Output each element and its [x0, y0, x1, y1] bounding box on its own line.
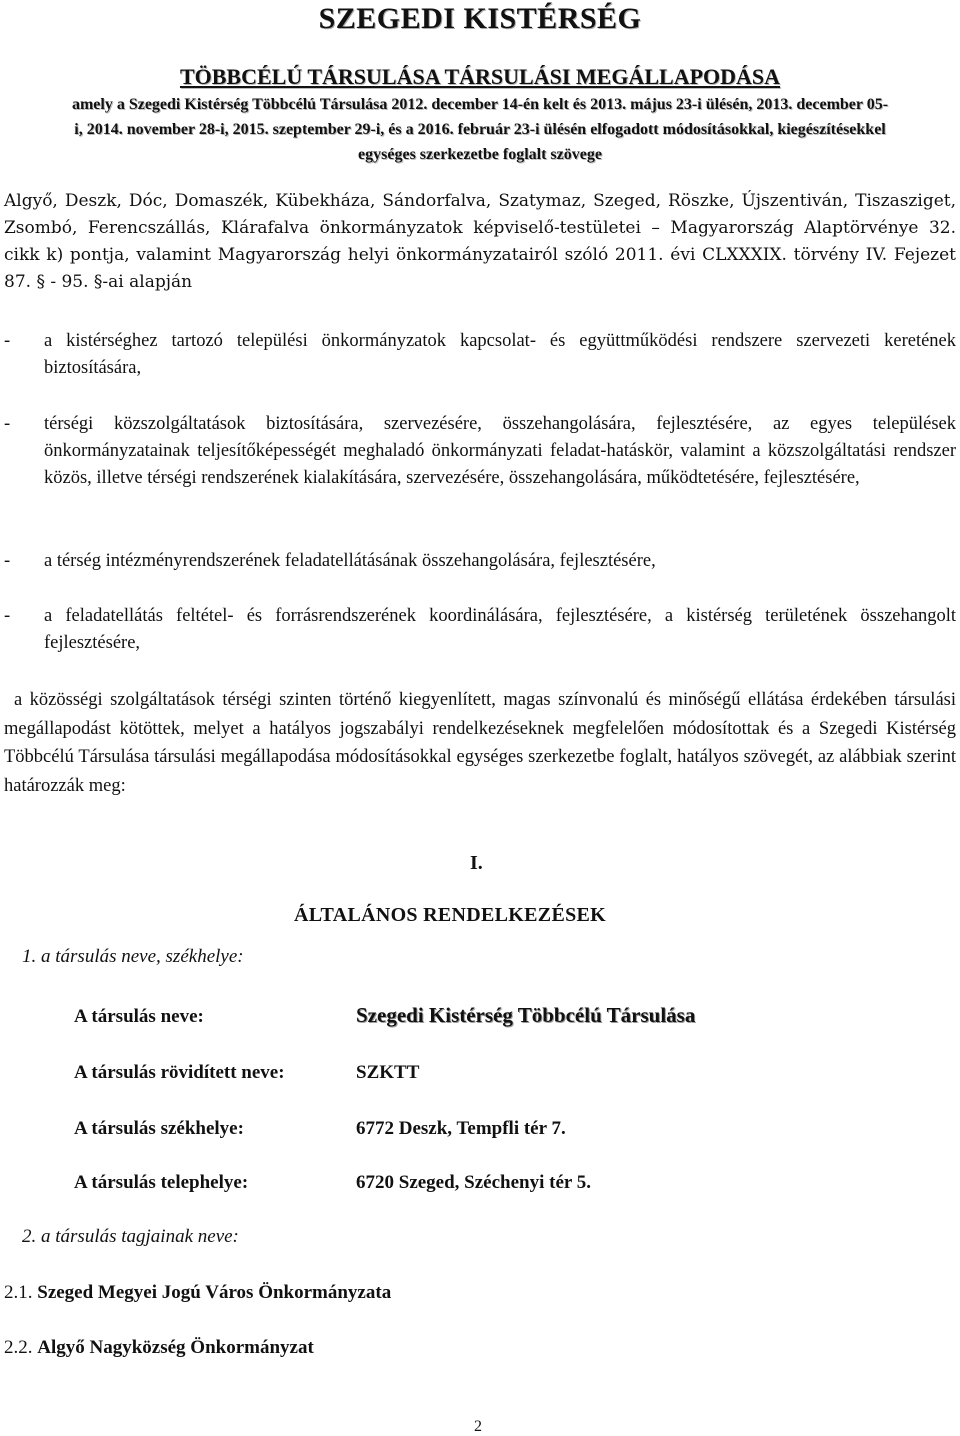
field-label: A társulás rövidített neve: [74, 1062, 285, 1083]
field-row-short-name [0, 1062, 960, 1092]
bullet-dash: - [4, 414, 11, 434]
item-2-heading: 2. a társulás tagjainak neve: [22, 1226, 239, 1247]
member-name: Algyő Nagyközség Önkormányzat [37, 1337, 314, 1358]
bullet-text: térségi közszolgáltatások biztosítására, szervezésére, összehangolására, fejlesztésére, az egyes települések önkormányzatainak teljesítőképességét meghaladó önkormányzati feladat-hatáskör, valamint a közszolgáltatási rendszer közös, illetve térségi rendszerének kialakítására, szervezésére, összehangolására, működtetésére, fejlesztésére, [44, 414, 956, 488]
closing-rest: ellátása érdekében társulási megállapodást kötöttek, melyet a hatályos jogszabályi rendelkezéseknek megfelelően módosítottak és a Szegedi Kistérség Többcélú Társulása társulási megállapodása módosításokkal egységes szerkezetbe foglalt, hatályos szövegét, az alábbiak szerint határozzák meg: [4, 690, 956, 796]
bullet-text: a feladatellátás feltétel- és forrásrendszerének koordinálására, fejlesztésére, a kistérség területének összehangolt fejlesztésére, [44, 606, 956, 653]
document-title: SZEGEDI KISTÉRSÉG [318, 2, 642, 35]
member-name: Szeged Megyei Jogú Város Önkormányzata [37, 1282, 392, 1303]
field-value: SZKTT [356, 1062, 420, 1083]
member-item [4, 1282, 391, 1304]
field-row-name [0, 1003, 960, 1036]
bullet-item-1 [4, 328, 956, 382]
item-1-heading: 1. a társulás neve, székhelye: [22, 946, 244, 967]
field-label: A társulás neve: [74, 1006, 204, 1027]
bullet-item-3 [4, 548, 956, 575]
intro-paragraph: Algyő, Deszk, Dóc, Domaszék, Kübekháza, Sándorfalva, Szatymaz, Szeged, Röszke, Újszentiván, Tiszasziget, Zsombó, Ferencszállás, Klárafalva önkormányzatok képviselő-testületei – Magyarország Alaptörvénye 32. cikk k) pontja, valamint Magyarország helyi önkormányzatairól szóló 2011. évi CLXXXIX. törvény IV. Fejezet 87. § - 95. §-ai alapján [4, 191, 956, 292]
closing-paragraph [4, 686, 956, 800]
field-label: A társulás telephelye: [74, 1172, 249, 1193]
member-number: 2.1. [4, 1282, 33, 1303]
document-subtitle: TÖBBCÉLÚ TÁRSULÁSA TÁRSULÁSI MEGÁLLAPODÁSA [179, 64, 781, 89]
field-label: A társulás székhelye: [74, 1118, 244, 1139]
bullet-item-2 [4, 411, 956, 492]
section-title: ÁLTALÁNOS RENDELKEZÉSEK [294, 904, 606, 926]
bullet-text: a kistérséghez tartozó települési önkormányzatok kapcsolat- és együttműködési rendszere szervezeti keretének biztosítására, [44, 331, 956, 378]
bullet-dash: - [4, 606, 11, 626]
member-number: 2.2. [4, 1337, 33, 1358]
section-number: I. [470, 852, 483, 874]
field-row-seat [0, 1118, 960, 1148]
bullet-dash: - [4, 331, 11, 351]
bullet-item-4 [4, 603, 956, 657]
closing-first-line: a közösségi szolgáltatások térségi szinten történő kiegyenlített, magas színvonalú és minőségű [14, 690, 741, 710]
page-number: 2 [474, 1418, 482, 1435]
field-value: 6772 Deszk, Tempfli tér 7. [356, 1118, 566, 1139]
bullet-dash: - [4, 551, 11, 571]
field-value: 6720 Szeged, Széchenyi tér 5. [356, 1172, 591, 1193]
document-description: amely a Szegedi Kistérség Többcélú Társulása 2012. december 14-én kelt és 2013. május 23-i ülésén, 2013. december 05-i, 2014. november 28-i, 2015. szeptember 29-i, és a 2016. február 23-i ülésén elfogadott módosításokkal, kiegészítésekkel egységes szerkezetbe foglalt szövege [71, 96, 889, 163]
bullet-text: a térség intézményrendszerének feladatellátásának összehangolására, fejlesztésére, [44, 551, 656, 571]
field-row-site [0, 1172, 960, 1202]
member-item [4, 1337, 314, 1359]
field-value: Szegedi Kistérség Többcélú Társulása [356, 1003, 696, 1027]
